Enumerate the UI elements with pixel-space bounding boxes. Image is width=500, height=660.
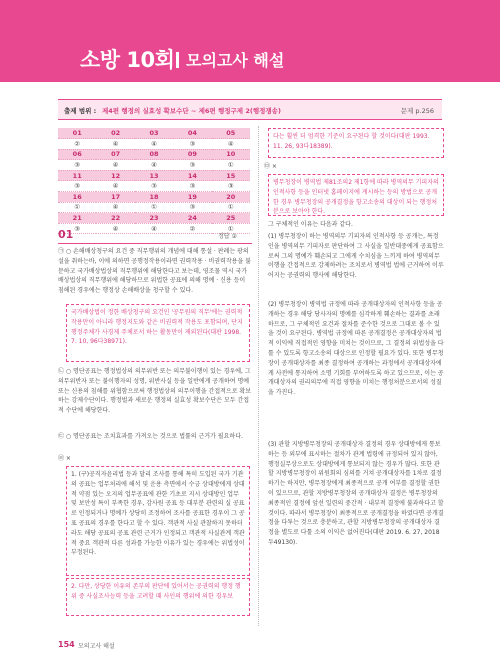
question-cell: 03 xyxy=(135,128,173,139)
answer-key-table xyxy=(58,128,250,234)
answer-cell: ③ xyxy=(173,139,211,150)
answer-cell: ④ xyxy=(135,223,173,234)
question-cell: 21 xyxy=(58,213,96,224)
question-cell: 19 xyxy=(173,192,211,203)
question-cell: 04 xyxy=(173,128,211,139)
precedent-box: 병무청장이 병역법 제81조의2 제1항에 따라 병역의무 기피자의 인적사항 등을 인터넷 홈페이지에 게시하는 등의 방법으로 공개한 경우 병무청장의 공개결정을 항고소송의 대상이 되는 행정처분으로 보아야 한다. xyxy=(268,174,444,216)
precedent-box: 2. 다만, 상당한 이유의 존부의 판단에 있어서는 공권력의 행정 행위 중 사실조사능력 등을 고려할 때 사인의 행위에 의한 경우보 xyxy=(66,578,250,616)
precedent-box: 1. (구)공직자윤리법 등과 달리 조사를 통해 특히 도입된 국가 기관의 공표는 업무처리에 해석 및 운용 측면에서 수긍 상대방에게 상대적 약점 있는 오지의 업무공표에 관한 기초로 지시 상대방인 업무 및 보안성 특이 부족한 경우, 감사원 공표 등 대부분 관련의 실 공표로 인정되거나 명예가 상당히 조정하여 조사를 공표한 경우이 그 공표 공표의 경우를 한다고 할 수 있다. 객관적 사실 관찰하지 못하더라도 해당 공표의 공표 관련 근거가 인정되고 객관적 사실관계 객관적 중요 객관적 다른 성과를 가능한 이유가 있는 경우에는 위법성이 부정된다. xyxy=(66,466,250,576)
explanation-paragraph: ㉣ × xyxy=(58,455,71,462)
answer-cell: ④ xyxy=(96,160,134,171)
footer-label: 모의고사 해설 xyxy=(78,643,115,650)
scope-label: 출제 범위 : xyxy=(64,107,97,115)
answer-cell: ③ xyxy=(173,181,211,192)
question-answer: 정답 ② xyxy=(218,233,237,240)
explanation-paragraph: 그 구체적인 이유는 다음과 같다. xyxy=(268,221,353,228)
scope-range: 제4편 행정의 실효성 확보수단 ~ 제6편 행정구제 2(행정쟁송) xyxy=(102,107,281,115)
answer-cell: ③ xyxy=(135,181,173,192)
answer-row-answers xyxy=(58,160,250,171)
answer-row-questions xyxy=(58,213,250,224)
answer-cell: ④ xyxy=(96,139,134,150)
explanation-paragraph: ㉢ ○ 명단공표는 조치효과를 가져오는 것으로 법률의 근거가 필요하다. xyxy=(58,433,243,440)
answer-cell: ① xyxy=(212,160,250,171)
question-cell: 24 xyxy=(173,213,211,224)
title-divider xyxy=(176,52,179,68)
answer-cell: ④ xyxy=(96,223,134,234)
answer-cell: ④ xyxy=(96,181,134,192)
answer-row-questions xyxy=(58,128,250,139)
question-cell: 14 xyxy=(173,170,211,181)
answer-cell: ③ xyxy=(58,181,96,192)
answer-row-answers xyxy=(58,181,250,192)
answer-row-answers xyxy=(58,202,250,213)
answer-row-questions xyxy=(58,170,250,181)
question-cell: 13 xyxy=(135,170,173,181)
answer-cell: ③ xyxy=(173,160,211,171)
precedent-box: 국가배상법이 정한 배상청구의 요건인 '공무원의 직무'에는 권력적 작용만이 아니라 행정지도와 같은 비권력적 작용도 포함되며, 단지 행정주체가 사경제 주체로서 하는 활동만이 제외된다(대판 1998. 7. 10, 96다38971). xyxy=(66,304,250,362)
explanation-paragraph: ㉤ × xyxy=(264,163,277,170)
answer-cell: ④ xyxy=(96,202,134,213)
question-cell: 05 xyxy=(212,128,250,139)
question-cell: 09 xyxy=(173,149,211,160)
question-cell: 06 xyxy=(58,149,96,160)
answer-row-questions xyxy=(58,192,250,203)
answer-row-answers xyxy=(58,139,250,150)
answer-cell: ③ xyxy=(173,202,211,213)
explanation-paragraph: (1) 병무청장이 하는 병역의무 기피자의 인적사항 등 공개는, 특정인을 병역의무 기피자로 판단하여 그 사실을 일반대중에게 공표함으로써 그의 명예가 훼손되고 그에게 수치심을 느끼게 하여 병역의무이행을 간접적으로 강제하려는 조치로서 병역법 법에 근거하여 이루어지는 공권력의 행사에 해당한다. xyxy=(268,233,444,280)
question-cell: 18 xyxy=(135,192,173,203)
question-cell: 25 xyxy=(212,213,250,224)
answer-cell: ④ xyxy=(212,139,250,150)
explanation-paragraph: (2) 병무청장이 병역법 규정에 따라 공개대상자의 인적사항 등을 공개하는 경우 해당 당사자의 명예를 심각하게 훼손하는 결과를 초래하므로, 그 구체적인 요건과 절차를 준수한 것으로 그대로 볼 수 있을 것이 요구된다. 병역법 규정에 따른 공개결정은 공개대상자의 법적 이익에 직접적인 영향을 미치는 것이므로, 그 결정의 위법성을 다툴 수 있도록 항고소송의 대상으로 인정할 필요가 있다. 또한 병무청장이 공개대상자를 최종 결정하여 공개하는 과정에서 공개대상자에게 사전에 통지하여 소명 기회를 부여하도록 하고 있으므로, 이는 공개대상자의 권리의무에 직접 영향을 미치는 행정처분으로서의 성질을 가진다. xyxy=(268,301,444,397)
question-cell: 17 xyxy=(96,192,134,203)
question-cell: 08 xyxy=(135,149,173,160)
explanation-paragraph: ㉠ ○ 손해배상청구의 요건 중 직무행위의 개념에 대해 통설 · 판례는 광의설을 취하는바, 이에 의하면 공행정작용이라면 권력작용 · 비권력작용을 불문하고 국가배상법상의 직무행위에 해당한다고 보는데, 영조물 역시 국가배상법상의 직무행위에 해당하므로 위법한 공표에 의해 명예 · 신용 등이 침해된 경우에는 행정상 손해배상을 청구할 수 있다. xyxy=(58,248,251,295)
answer-cell: ④ xyxy=(135,139,173,150)
answer-cell: ① xyxy=(58,202,96,213)
page-number: 154 xyxy=(58,640,75,649)
question-cell: 16 xyxy=(58,192,96,203)
question-cell: 15 xyxy=(212,170,250,181)
answer-cell: ③ xyxy=(212,181,250,192)
explanation-paragraph: (3) 관할 지방병무청장의 공개대상자 결정의 경우 상대방에게 통보하는 등 외부에 표시하는 절차가 관계 법령에 규정되어 있지 않아, 행정실무상으로도 상대방에게 통보되지 않는 경우가 많다. 또한 관할 지방병무청장이 위원회의 심의를 거쳐 공개대상자를 1차로 결정하기는 하지만, 병무청장에게 최종적으로 공개 여부를 결정할 권한이 있으므로, 관할 지방병무청장의 공개대상자 결정은 병무청장의 최종적인 결정에 앞선 일련의 중간적 · 내부적 결정에 불과하다고 할 것이다. 따라서 병무청장이 최종적으로 공개결정을 하였다면 공개결정을 다투는 것으로 충분하고, 관할 지방병무청장의 공개대상자 결정을 별도로 다툴 소의 이익은 없어진다(대판 2019. 6. 27, 2018두49130). xyxy=(268,441,444,546)
page-title: 소방 10회 xyxy=(80,48,175,72)
question-cell: 01 xyxy=(58,128,96,139)
answer-cell: ② xyxy=(173,223,211,234)
answer-row-questions xyxy=(58,149,250,160)
answer-cell: ④ xyxy=(135,160,173,171)
question-number: 01 xyxy=(58,228,74,241)
answer-cell: ② xyxy=(58,139,96,150)
question-cell: 11 xyxy=(58,170,96,181)
answer-cell: ① xyxy=(135,202,173,213)
answer-cell: ① xyxy=(212,202,250,213)
question-cell: 02 xyxy=(96,128,134,139)
page-header xyxy=(0,0,500,82)
question-cell: 10 xyxy=(212,149,250,160)
answer-cell: ① xyxy=(212,223,250,234)
explanation-paragraph: ㉡ ○ 명단공표는 행정법상의 의무위반 또는 의무불이행이 있는 경우에, 그 의무위반자 또는 불이행자의 성명, 위반사실 등을 일반에게 공개하여 명예 또는 신용의 침해를 위협함으로써 행정법상의 의무이행을 간접적으로 확보하는 강제수단이다. 행정벌과 새로운 행정의 실효성 확보수단은 모두 간접적 수단에 해당한다. xyxy=(58,368,252,415)
answer-cell: ③ xyxy=(58,223,96,234)
question-cell: 23 xyxy=(135,213,173,224)
precedent-box-continued: 다는 훨씬 더 엄격한 기준이 요구된다 할 것이다(대판 1993. 11. 26, 93다18389). xyxy=(268,128,444,158)
question-cell: 12 xyxy=(96,170,134,181)
question-rule xyxy=(58,243,252,244)
answer-cell: ③ xyxy=(58,160,96,171)
scope-page-ref: 문제 p.256 xyxy=(400,107,434,115)
page-subtitle: 모의고사 해설 xyxy=(186,51,285,70)
column-divider xyxy=(258,126,259,626)
question-cell: 20 xyxy=(212,192,250,203)
question-cell: 22 xyxy=(96,213,134,224)
exam-scope-banner xyxy=(58,99,442,120)
question-cell: 07 xyxy=(96,149,134,160)
